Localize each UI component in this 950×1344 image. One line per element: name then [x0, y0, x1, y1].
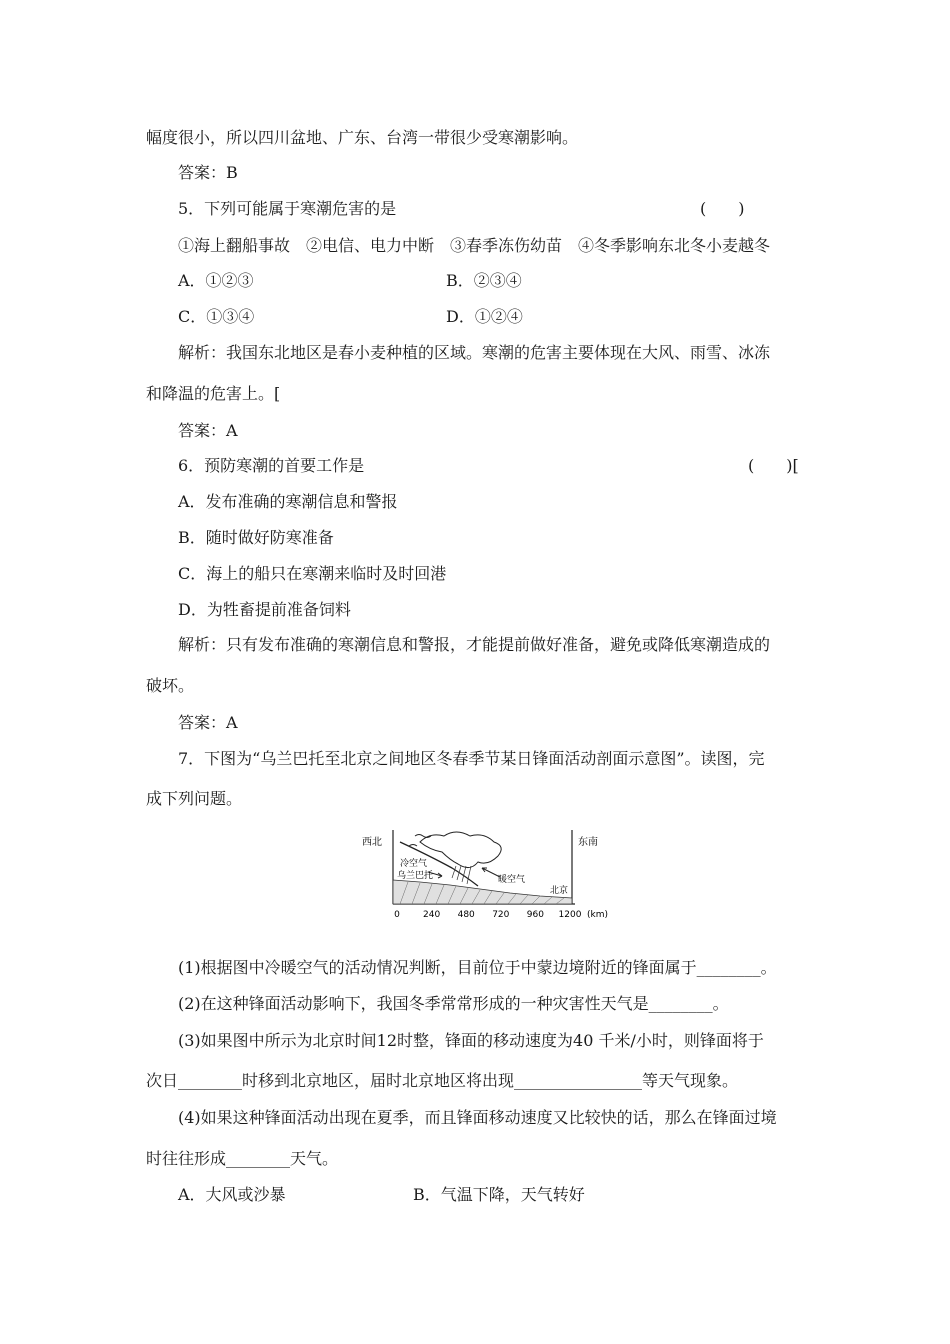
answer-6: 答案：A	[178, 713, 238, 732]
front-cross-section-diagram	[360, 822, 630, 926]
x-axis-ticks	[394, 910, 582, 920]
x-tick-label: 240	[423, 910, 441, 920]
analysis-5-line-2: 和降温的危害上。[	[146, 384, 281, 403]
question-5: 5．下列可能属于寒潮危害的是	[178, 199, 397, 218]
option-5d: D．①②④	[446, 307, 523, 326]
subquestion-3-line-2: 次日________时移到北京地区，届时北京地区将出现________________等天气现象。	[146, 1071, 739, 1090]
option-5a: A．①②③	[178, 271, 254, 290]
x-tick-label: 720	[492, 910, 510, 920]
analysis-6-line-1: 解析：只有发布准确的寒潮信息和警报，才能提前做好准备，避免或降低寒潮造成的	[178, 635, 771, 654]
x-tick-label: 960	[526, 910, 544, 920]
option-6b: B．随时做好防寒准备	[178, 528, 334, 547]
answer-5: 答案：A	[178, 421, 238, 440]
subquestion-4-line-2: 时往往形成________天气。	[146, 1149, 339, 1168]
option-7a: A．大风或沙暴	[178, 1185, 286, 1204]
analysis-6-line-2: 破坏。	[146, 676, 195, 695]
question-6: 6．预防寒潮的首要工作是	[178, 456, 365, 475]
text-line-1: 幅度很小，所以四川盆地、广东、台湾一带很少受寒潮影响。	[146, 128, 579, 147]
option-5c: C．①③④	[178, 307, 255, 326]
analysis-5-line-1: 解析：我国东北地区是春小麦种植的区域。寒潮的危害主要体现在大风、雨雪、冰冻	[178, 343, 771, 362]
subquestion-1: (1)根据图中冷暖空气的活动情况判断，目前位于中蒙边境附近的锋面属于________。	[178, 958, 777, 977]
question-5-items: ①海上翻船事故 ②电信、电力中断 ③春季冻伤幼苗 ④冬季影响东北冬小麦越冬	[178, 236, 771, 255]
option-6d: D．为牲畜提前准备饲料	[178, 600, 351, 619]
x-tick-label: 0	[394, 910, 400, 920]
x-tick-label: 480	[457, 910, 475, 920]
label-nw: 西北	[362, 837, 382, 848]
question-6-paren: ( )[	[748, 456, 799, 475]
question-7-line-1: 7．下图为“乌兰巴托至北京之间地区冬春季节某日锋面活动剖面示意图”。读图，完	[178, 749, 765, 768]
question-7-line-2: 成下列问题。	[146, 789, 243, 808]
option-7b: B．气温下降，天气转好	[413, 1185, 585, 1204]
subquestion-2: (2)在这种锋面活动影响下，我国冬季常常形成的一种灾害性天气是________。	[178, 994, 729, 1013]
label-cold: 冷空气	[400, 859, 428, 869]
option-6a: A．发布准确的寒潮信息和警报	[178, 492, 398, 511]
subquestion-3-line-1: (3)如果图中所示为北京时间12时整，锋面的移动速度为40 千米/小时，则锋面将于	[178, 1031, 764, 1050]
question-5-paren: ( )	[700, 199, 745, 218]
subquestion-4-line-1: (4)如果这种锋面活动出现在夏季，而且锋面移动速度又比较快的话，那么在锋面过境	[178, 1108, 777, 1127]
axis-unit: (km)	[587, 910, 609, 920]
option-5b: B．②③④	[446, 271, 522, 290]
label-warm: 暖空气	[498, 875, 526, 885]
label-ub: 乌兰巴托	[397, 871, 434, 881]
label-se: 东南	[578, 837, 598, 848]
option-6c: C．海上的船只在寒潮来临时及时回港	[178, 564, 447, 583]
label-bj: 北京	[550, 886, 569, 896]
x-tick-label: 1200	[558, 910, 582, 920]
answer-4: 答案：B	[178, 163, 238, 182]
